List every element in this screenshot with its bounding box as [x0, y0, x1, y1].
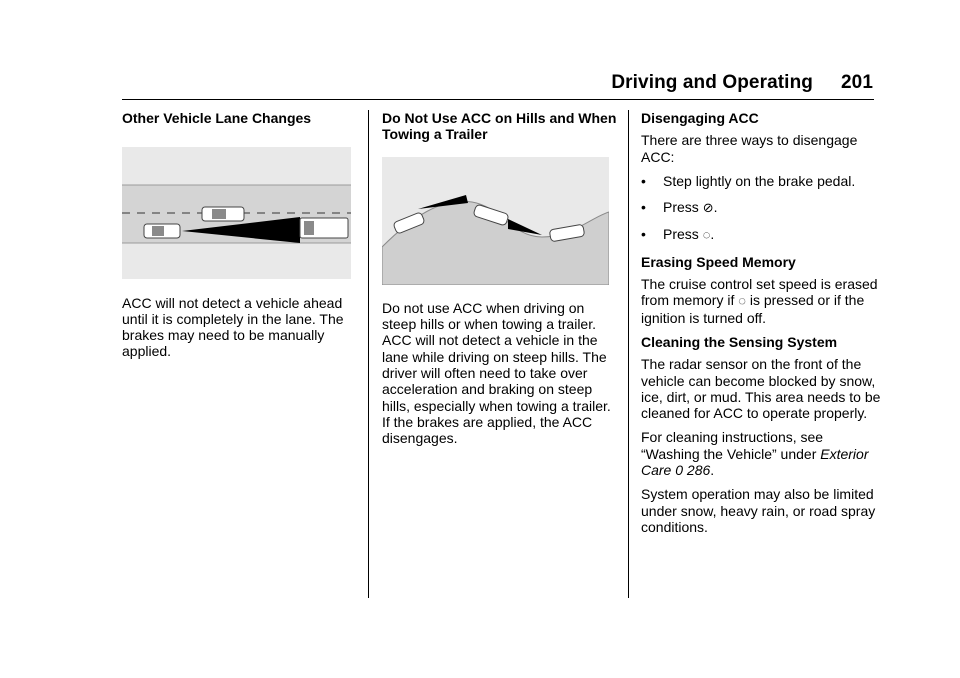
cruise-off-icon: ◌	[738, 293, 746, 309]
reference-text: For cleaning instructions, see “Washing the Vehicle” under	[641, 429, 824, 462]
page-reference[interactable]: 0 286	[675, 462, 711, 479]
hill-driving-illustration	[382, 157, 617, 288]
column-3	[641, 110, 881, 543]
lane-change-illustration	[122, 147, 357, 282]
heading-lane-changes: Other Vehicle Lane Changes	[122, 110, 312, 126]
limitations-body: System operation may also be limited under snow, heavy rain, or road spray conditions.	[641, 486, 876, 535]
list-item	[641, 173, 881, 189]
hills-body: Do not use ACC when driving on steep hills or when towing a trailer. ACC will not detect a vehicle in the lane while driving on steep hills. The driver will often need to take over acceleration and braking on steep hills, especially when towing a trailer. If the brakes are applied, the ACC disengages.	[382, 299, 611, 447]
cleaning-body: The radar sensor on the front of the vehicle can become blocked by snow, ice, dirt, or mud. This area needs to be cleaned for ACC to operate properly.	[641, 356, 881, 422]
section-title: Driving and Operating	[611, 72, 813, 93]
page-header	[611, 72, 873, 94]
bullet-text: Press	[663, 226, 699, 243]
heading-cleaning: Cleaning the Sensing System	[641, 333, 838, 350]
column-divider-2	[628, 110, 629, 598]
exterior-care-link[interactable]: Exterior Care	[641, 445, 869, 479]
page-number: 201	[840, 72, 873, 93]
lane-changes-body: ACC will not detect a vehicle ahead until it is completely in the lane. The brakes may need to be manually applied.	[122, 294, 344, 360]
reference-end: .	[710, 462, 715, 479]
column-2	[382, 110, 617, 455]
bullet-marker: •	[641, 172, 646, 189]
disengage-intro: There are three ways to disengage ACC:	[641, 132, 858, 165]
erase-body	[641, 276, 881, 326]
column-1	[122, 110, 357, 368]
heading-disengaging: Disengaging ACC	[641, 110, 759, 126]
header-rule	[122, 99, 874, 100]
list-item	[641, 226, 881, 243]
heading-hills: Do Not Use ACC on Hills and When Towing a Trailer	[382, 110, 617, 143]
bullet-text: Step lightly on the brake pedal.	[663, 172, 856, 189]
list-item	[641, 199, 881, 216]
cleaning-reference	[641, 429, 881, 478]
bullet-text: Press	[663, 199, 699, 216]
column-divider-1	[368, 110, 369, 598]
bullet-suffix: .	[710, 226, 715, 243]
cancel-button-icon: ⊘	[702, 200, 714, 216]
erase-text-b: is pressed or if the ignition is turned off.	[641, 292, 865, 326]
erase-text-a: The cruise control set speed is erased from memory if	[641, 276, 878, 309]
bullet-marker: •	[641, 226, 646, 243]
heading-erasing: Erasing Speed Memory	[641, 253, 796, 270]
cruise-off-icon: ◌	[702, 227, 711, 243]
bullet-suffix: .	[713, 199, 718, 216]
bullet-marker: •	[641, 199, 646, 216]
